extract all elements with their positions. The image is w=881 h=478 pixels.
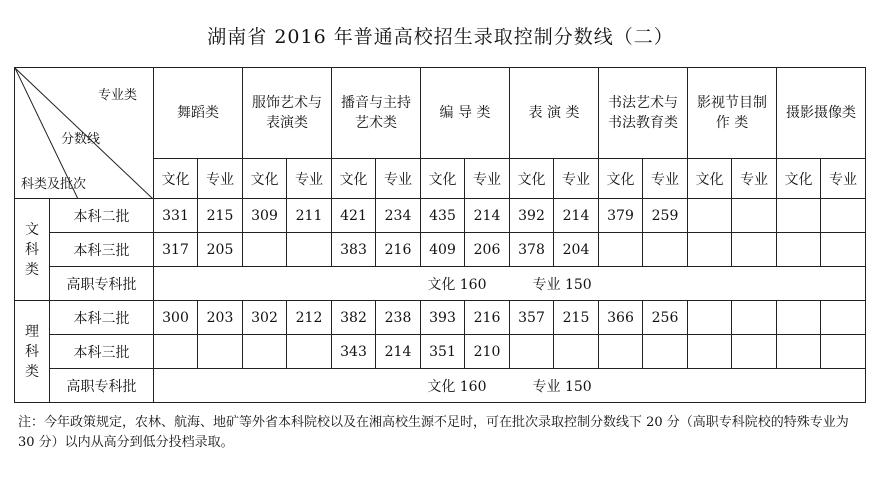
sub-header-major: 专业 (465, 159, 510, 199)
category-header: 服饰艺术与表演类 (243, 68, 332, 159)
table-row (15, 267, 866, 301)
score-cell: 216 (465, 301, 510, 335)
score-cell: 366 (599, 301, 643, 335)
sub-header-major: 专业 (821, 159, 866, 199)
score-cell: 215 (198, 199, 243, 233)
category-header: 表 演 类 (510, 68, 599, 159)
score-cell (688, 233, 732, 267)
score-cell (821, 335, 866, 369)
table-row (15, 199, 866, 233)
score-cell (243, 335, 287, 369)
subject-group-label (15, 199, 50, 301)
score-cell (732, 301, 777, 335)
score-cell (821, 233, 866, 267)
score-cell: 379 (599, 199, 643, 233)
batch-label: 高职专科批 (50, 267, 154, 301)
merged-score-cell (154, 267, 866, 301)
sub-header-major: 专业 (732, 159, 777, 199)
category-header: 影视节目制 作 类 (688, 68, 777, 159)
batch-label: 高职专科批 (50, 369, 154, 403)
score-cell: 343 (332, 335, 376, 369)
score-cell: 214 (554, 199, 599, 233)
category-header: 书法艺术与书法教育类 (599, 68, 688, 159)
score-cell (287, 335, 332, 369)
sub-header-major: 专业 (554, 159, 599, 199)
score-cell (599, 233, 643, 267)
batch-label: 本科三批 (50, 335, 154, 369)
score-cell (777, 233, 821, 267)
score-cell: 206 (465, 233, 510, 267)
corner-label-major: 专业类 (98, 88, 138, 103)
score-cell: 214 (376, 335, 421, 369)
sub-header-major: 专业 (198, 159, 243, 199)
subject-group-label (15, 301, 50, 403)
score-cell: 259 (643, 199, 688, 233)
sub-header-culture: 文化 (421, 159, 465, 199)
score-cell: 238 (376, 301, 421, 335)
score-cell: 211 (287, 199, 332, 233)
score-cell: 210 (465, 335, 510, 369)
score-cell (643, 335, 688, 369)
category-header: 舞蹈类 (154, 68, 243, 159)
category-header: 编 导 类 (421, 68, 510, 159)
score-cell: 317 (154, 233, 198, 267)
score-cell: 392 (510, 199, 554, 233)
score-cell: 205 (198, 233, 243, 267)
score-table (14, 67, 866, 403)
page-title: 湖南省 2016 年普通高校招生录取控制分数线（二） (207, 26, 674, 48)
score-cell: 216 (376, 233, 421, 267)
score-cell: 383 (332, 233, 376, 267)
score-cell: 256 (643, 301, 688, 335)
score-cell: 215 (554, 301, 599, 335)
sub-header-major: 专业 (287, 159, 332, 199)
major-score: 专业 150 (532, 378, 592, 395)
sub-header-culture: 文化 (510, 159, 554, 199)
major-score: 专业 150 (532, 276, 592, 293)
score-cell (821, 301, 866, 335)
score-cell: 203 (198, 301, 243, 335)
score-cell: 393 (421, 301, 465, 335)
score-cell (777, 301, 821, 335)
batch-label: 本科二批 (50, 199, 154, 233)
score-cell (688, 301, 732, 335)
category-header: 播音与主持艺术类 (332, 68, 421, 159)
score-cell (688, 335, 732, 369)
score-cell (599, 335, 643, 369)
score-cell: 378 (510, 233, 554, 267)
sub-header-culture: 文化 (332, 159, 376, 199)
score-cell: 351 (421, 335, 465, 369)
score-cell: 409 (421, 233, 465, 267)
score-cell (777, 199, 821, 233)
sub-header-culture: 文化 (688, 159, 732, 199)
culture-score: 文化 160 (427, 276, 487, 293)
score-cell: 382 (332, 301, 376, 335)
score-cell: 309 (243, 199, 287, 233)
score-cell (510, 335, 554, 369)
sub-header-culture: 文化 (154, 159, 198, 199)
table-row (15, 301, 866, 335)
score-cell: 300 (154, 301, 198, 335)
score-cell: 331 (154, 199, 198, 233)
corner-label-batch: 科类及批次 (21, 177, 87, 192)
table-row (15, 335, 866, 369)
score-cell (732, 233, 777, 267)
batch-label: 本科三批 (50, 233, 154, 267)
subject-group-text: 理科类 (25, 323, 39, 380)
sub-header-culture: 文化 (599, 159, 643, 199)
score-cell: 204 (554, 233, 599, 267)
header-corner (15, 68, 154, 199)
score-cell (821, 199, 866, 233)
score-cell: 302 (243, 301, 287, 335)
score-cell (732, 199, 777, 233)
category-header: 摄影摄像类 (777, 68, 866, 159)
score-cell (154, 335, 198, 369)
score-cell: 234 (376, 199, 421, 233)
subject-group-text: 文科类 (25, 221, 39, 278)
score-cell: 214 (465, 199, 510, 233)
score-cell (688, 199, 732, 233)
table-row (15, 369, 866, 403)
score-cell: 357 (510, 301, 554, 335)
table-row (15, 233, 866, 267)
sub-header-culture: 文化 (243, 159, 287, 199)
sub-header-major: 专业 (643, 159, 688, 199)
score-cell: 421 (332, 199, 376, 233)
culture-score: 文化 160 (427, 378, 487, 395)
score-cell: 435 (421, 199, 465, 233)
footnote: 注：今年政策规定，农林、航海、地矿等外省本科院校以及在湘高校生源不足时，可在批次录取控制分数线下 20 分（高职专科院校的特殊专业为 30 分）以内从高分到低分投档录取。 (18, 415, 849, 450)
score-cell (287, 233, 332, 267)
sub-header-major: 专业 (376, 159, 421, 199)
score-cell (198, 335, 243, 369)
score-cell (777, 335, 821, 369)
sub-header-culture: 文化 (777, 159, 821, 199)
corner-label-score: 分数线 (61, 132, 101, 147)
merged-score-cell (154, 369, 866, 403)
score-cell (243, 233, 287, 267)
score-cell: 212 (287, 301, 332, 335)
score-cell (643, 233, 688, 267)
score-cell (554, 335, 599, 369)
score-cell (732, 335, 777, 369)
batch-label: 本科二批 (50, 301, 154, 335)
